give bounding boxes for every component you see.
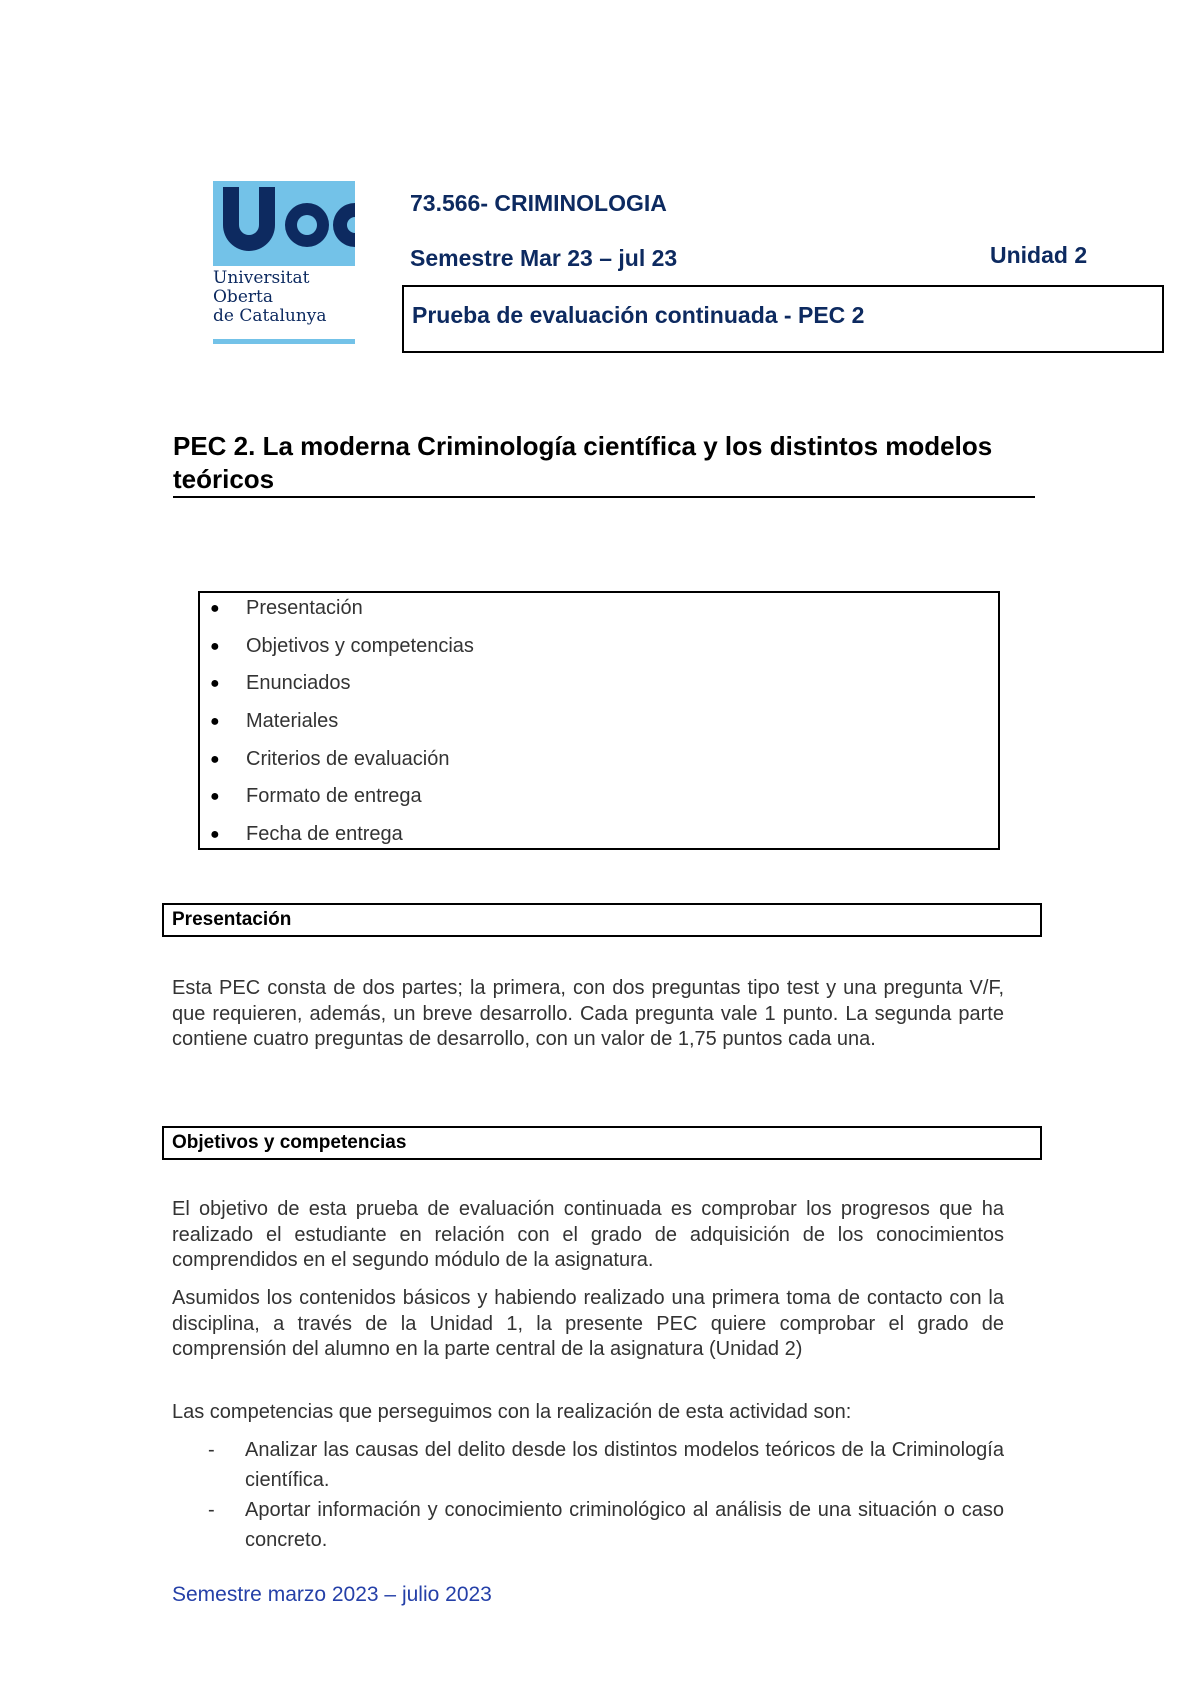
competencia-item: - Analizar las causas del delito desde los distintos modelos teóricos de la Criminología científica. <box>208 1435 1004 1495</box>
objetivos-paragraph-2: Asumidos los contenidos básicos y habiendo realizado una primera toma de contacto con la disciplina, a través de la Unidad 1, la presente PEC quiere comprobar el grado de comprensión del alumno en la parte central de la asignatura (Unidad 2) <box>172 1287 1004 1360</box>
page-title: PEC 2. La moderna Criminología científica y los distintos modelos teóricos <box>173 431 993 494</box>
footer-semester: Semestre marzo 2023 – julio 2023 <box>172 1583 492 1606</box>
index-box: ● Presentación ● Objetivos y competencias ● Enunciados ● Materiales ● Criterios de evaluación ● Formato de entrega ● Fecha de entrega <box>198 591 1000 850</box>
bullet-icon: ● <box>210 788 220 806</box>
bullet-icon: ● <box>210 713 220 731</box>
competencia-item: - Aportar información y conocimiento criminológico al análisis de una situación o caso concreto. <box>208 1495 1004 1555</box>
pec-box <box>402 285 1164 353</box>
bullet-icon: ● <box>210 600 220 617</box>
dash-icon: - <box>208 1499 215 1521</box>
section-heading-presentacion: Presentación <box>162 903 1042 937</box>
unit-label: Unidad 2 <box>990 242 1088 268</box>
bullet-icon: ● <box>210 826 220 844</box>
bullet-icon: ● <box>210 750 220 768</box>
semester-label: Semestre Mar 23 – jul 23 <box>410 245 678 271</box>
logo-line-1: Universitat <box>213 268 310 288</box>
presentacion-text: Esta PEC consta de dos partes; la primera, con dos preguntas tipo test y una pregunta V/F, que requieren, además, un breve desarrollo. Cada pregunta vale 1 punto. La segunda parte contiene cuatro preguntas de desarrollo, con un valor de 1,75 puntos cada una. <box>172 977 1004 1050</box>
logo-line-3: de Catalunya <box>213 306 327 326</box>
section-heading-objetivos: Objetivos y competencias <box>162 1126 1042 1160</box>
uoc-mark-icon <box>213 181 355 266</box>
objetivos-paragraph-3: Las competencias que perseguimos con la realización de esta actividad son: <box>172 1401 852 1423</box>
title-underline <box>173 496 1035 498</box>
uoc-logo-icon <box>213 181 355 346</box>
dash-icon: - <box>208 1439 215 1461</box>
objetivos-paragraph-1: El objetivo de esta prueba de evaluación continuada es comprobar los progresos que ha realizado el estudiante en relación con el grado de adquisición de los conocimientos comprendidos en el segundo módulo de la asignatura. <box>172 1198 1004 1271</box>
logo-line-2: Oberta <box>213 287 273 307</box>
logo-underline <box>213 339 355 344</box>
bullet-icon: ● <box>210 637 220 655</box>
course-code: 73.566- CRIMINOLOGIA <box>410 190 667 216</box>
pec-label: Prueba de evaluación continuada - PEC 2 <box>412 302 865 328</box>
bullet-icon: ● <box>210 675 220 693</box>
